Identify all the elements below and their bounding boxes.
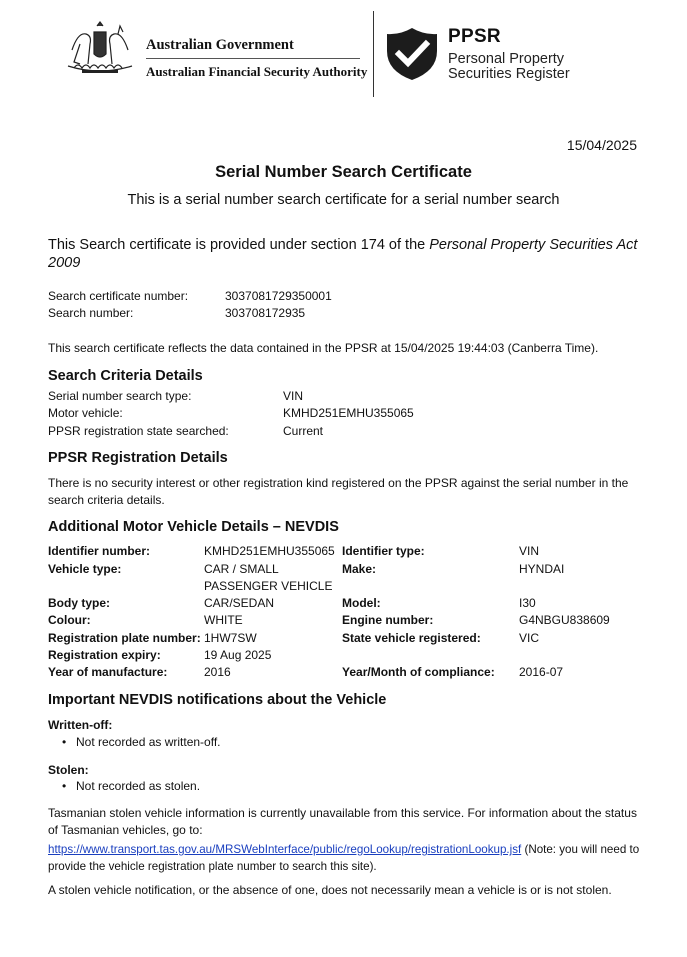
act-name: Personal Property Securities Act 2009: [48, 237, 638, 271]
written-off-item: [62, 735, 221, 749]
cert-number-label: Search certificate number:: [48, 289, 189, 303]
state-searched-label: PPSR registration state searched:: [48, 424, 229, 438]
motor-vehicle-value: KMHD251EMHU355065: [283, 406, 414, 420]
vehicle-details-table: [48, 543, 648, 683]
vehicle-type-label: Vehicle type:: [48, 562, 122, 576]
data-timestamp-note: This search certificate reflects the data contained in the PPSR at 15/04/2025 19:44:03 (Canberra Time).: [48, 341, 599, 355]
registration-expiry-label: Registration expiry:: [48, 648, 161, 662]
year-manufacture-label: Year of manufacture:: [48, 665, 168, 679]
ppsr-branding: [448, 26, 570, 82]
vehicle-details-heading: Additional Motor Vehicle Details – NEVDIS: [48, 519, 339, 535]
plate-number-value: 1HW7SW: [204, 631, 257, 645]
stolen-disclaimer: A stolen vehicle notification, or the absence of one, does not necessarily mean a vehicle is or is not stolen.: [48, 883, 612, 897]
year-manufacture-value: 2016: [204, 665, 231, 679]
coat-of-arms-icon: [64, 20, 136, 74]
ppsr-title: PPSR: [448, 26, 501, 47]
identifier-number-label: Identifier number:: [48, 544, 151, 558]
cert-number-value: 3037081729350001: [225, 289, 332, 303]
identifier-type-value: VIN: [519, 544, 540, 558]
registration-expiry-value: 19 Aug 2025: [204, 648, 272, 662]
state-searched-value: Current: [283, 424, 324, 438]
make-value: HYNDAI: [519, 562, 565, 576]
model-label: Model:: [342, 596, 381, 610]
body-type-value: CAR/SEDAN: [204, 596, 275, 610]
tasmania-note: Tasmanian stolen vehicle information is currently unavailable from this service. For information about the status of Tasmanian vehicles, go to:: [48, 806, 637, 837]
stolen-item: [62, 779, 200, 793]
vehicle-type-value-line2: PASSENGER VEHICLE: [204, 579, 333, 593]
search-number-value: 303708172935: [225, 306, 306, 320]
tasmania-lookup-link[interactable]: https://www.transport.tas.gov.au/MRSWebInterface/public/regoLookup/registrationLookup.jsf: [48, 843, 522, 856]
identifier-type-label: Identifier type:: [342, 544, 425, 558]
ppsr-shield-icon: [386, 27, 438, 81]
state-registered-value: VIC: [519, 631, 540, 645]
body-type-label: Body type:: [48, 596, 111, 610]
header-divider: [373, 11, 374, 97]
tasmania-link-note: (Note: you will need to provide the vehicle registration plate number to search this site).: [48, 843, 640, 873]
certificate-date: 15/04/2025: [566, 137, 637, 153]
registration-details-heading: PPSR Registration Details: [48, 450, 228, 466]
written-off-value: Not recorded as written-off.: [76, 735, 221, 749]
ppsr-subtitle-line1: Personal Property: [448, 51, 565, 67]
ppsr-subtitle-line2: Securities Register: [448, 66, 570, 82]
page-header: [0, 0, 687, 110]
colour-label: Colour:: [48, 613, 91, 627]
stolen-label: Stolen:: [48, 763, 89, 777]
colour-value: WHITE: [204, 613, 243, 627]
document-title: Serial Number Search Certificate: [215, 163, 472, 181]
legal-statement-prefix: This Search certificate is provided under section 174 of the: [48, 237, 430, 253]
plate-number-label: Registration plate number:: [48, 631, 201, 645]
vehicle-type-value-line1: CAR / SMALL: [204, 562, 279, 576]
search-type-label: Serial number search type:: [48, 389, 192, 403]
motor-vehicle-label: Motor vehicle:: [48, 406, 123, 420]
search-criteria: [48, 388, 648, 442]
legal-statement: [48, 236, 648, 272]
search-number-label: Search number:: [48, 306, 134, 320]
make-label: Make:: [342, 562, 377, 576]
stolen-value: Not recorded as stolen.: [76, 779, 201, 793]
engine-number-label: Engine number:: [342, 613, 434, 627]
state-registered-label: State vehicle registered:: [342, 631, 481, 645]
identifier-number-value: KMHD251EMHU355065: [204, 544, 335, 558]
certificate-numbers: [48, 288, 648, 324]
notifications-heading: Important NEVDIS notifications about the Vehicle: [48, 692, 387, 708]
tasmania-link-paragraph: [48, 841, 644, 875]
model-value: I30: [519, 596, 536, 610]
document-subtitle: This is a serial number search certificate for a serial number search: [127, 192, 560, 208]
compliance-label: Year/Month of compliance:: [342, 665, 495, 679]
government-name: Australian Government: [146, 37, 294, 53]
search-type-value: VIN: [283, 389, 304, 403]
compliance-value: 2016-07: [519, 665, 564, 679]
authority-name: Australian Financial Security Authority: [146, 64, 368, 79]
search-criteria-heading: Search Criteria Details: [48, 368, 203, 384]
branding-divider: [146, 58, 360, 59]
registration-details-text: There is no security interest or other registration kind registered on the PPSR against the serial number in the search criteria details.: [48, 476, 629, 507]
government-branding: [146, 37, 367, 80]
written-off-label: Written-off:: [48, 718, 113, 732]
engine-number-value: G4NBGU838609: [519, 613, 610, 627]
